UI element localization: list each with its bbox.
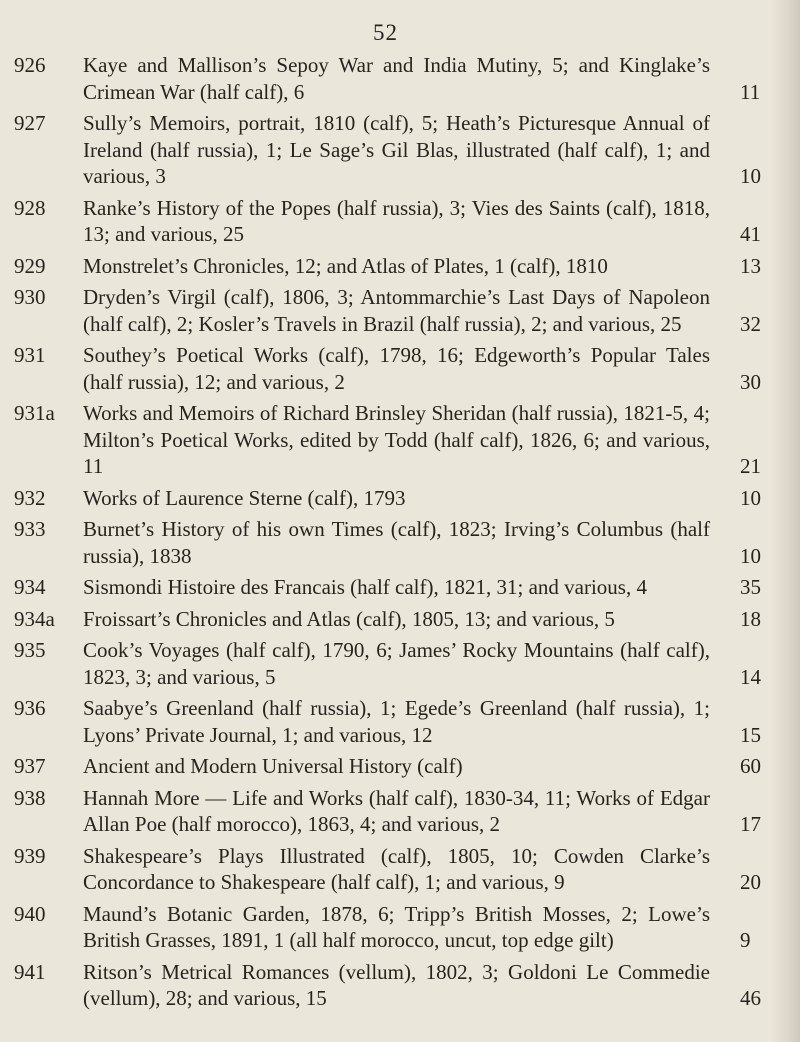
lot-price: 60 [740,754,761,778]
lot-number: 928 [14,195,46,220]
lot-number: 934 [14,575,46,599]
lot-description: Works and Memoirs of Richard Brinsley Sheridan (half russia), 1821-5, 4; Milton’s Poetical Works, edited by Todd (half calf), 1826, 6; and various, 11 [83,401,710,478]
lot-description: Kaye and Mallison’s Sepoy War and India Mutiny, 5; and Kinglake’s Crimean War (half calf), 6 [83,53,710,104]
lot-price: 46 [740,986,761,1010]
lot-price: 11 [740,79,761,104]
lot-description: Sully’s Memoirs, portrait, 1810 (calf), 5; Heath’s Picturesque Annual of Ireland (half russia), 1; Le Sage’s Gil Blas, illustrated (half calf), 1; and various, 3 [83,111,710,188]
lot-entry [0,574,800,601]
lot-price: 18 [740,606,761,631]
lot-description: Saabye’s Greenland (half russia), 1; Egede’s Greenland (half russia), 1; Lyons’ Private Journal, 1; and various, 12 [83,696,710,747]
lot-price: 15 [740,722,761,747]
auction-lot-list [0,52,800,1017]
lot-number: 929 [14,253,46,278]
lot-number: 938 [14,785,46,810]
lot-price: 32 [740,311,761,336]
lot-entry [0,516,800,569]
lot-description: Froissart’s Chronicles and Atlas (calf), 1805, 13; and various, 5 [83,606,615,631]
lot-price: 21 [740,454,761,478]
lot-number: 932 [14,485,46,510]
lot-entry [0,110,800,190]
lot-number: 931 [14,343,46,367]
lot-number: 939 [14,843,46,868]
lot-entry [0,606,800,633]
lot-entry [0,901,800,954]
lot-price: 9 [740,928,751,952]
lot-description: Hannah More — Life and Works (half calf), 1830-34, 11; Works of Edgar Allan Poe (half morocco), 1863, 4; and various, 2 [83,785,710,836]
lot-number: 930 [14,285,46,309]
lot-number: 941 [14,959,46,984]
lot-description: Shakespeare’s Plays Illustrated (calf), 1805, 10; Cowden Clarke’s Concordance to Shakespeare (half calf), 1; and various, 9 [83,843,710,894]
lot-number: 937 [14,754,46,778]
lot-entry [0,195,800,248]
lot-price: 10 [740,485,761,510]
lot-description: Ancient and Modern Universal History (calf) [83,754,463,778]
lot-entry [0,52,800,105]
lot-price: 14 [740,664,761,689]
lot-entry [0,284,800,337]
lot-description: Cook’s Voyages (half calf), 1790, 6; James’ Rocky Mountains (half calf), 1823, 3; and various, 5 [83,638,710,689]
lot-description: Ritson’s Metrical Romances (vellum), 1802, 3; Goldoni Le Commedie (vellum), 28; and various, 15 [83,959,710,1010]
lot-price: 41 [740,222,761,246]
lot-entry [0,342,800,395]
lot-number: 935 [14,638,46,662]
lot-number: 940 [14,901,46,926]
lot-entry [0,637,800,690]
lot-description: Burnet’s History of his own Times (calf), 1823; Irving’s Columbus (half russia), 1838 [83,517,710,568]
lot-description: Sismondi Histoire des Francais (half calf), 1821, 31; and various, 4 [83,575,647,599]
lot-description: Southey’s Poetical Works (calf), 1798, 16; Edgeworth’s Popular Tales (half russia), 12; and various, 2 [83,343,710,394]
lot-price: 35 [740,575,761,599]
lot-number: 927 [14,111,46,135]
lot-description: Works of Laurence Sterne (calf), 1793 [83,485,406,510]
lot-price: 10 [740,164,761,188]
lot-entry [0,253,800,280]
lot-description: Dryden’s Virgil (calf), 1806, 3; Antommarchie’s Last Days of Napoleon (half calf), 2; Kosler’s Travels in Brazil (half russia), 2; and various, 25 [83,285,710,336]
lot-description: Maund’s Botanic Garden, 1878, 6; Tripp’s British Mosses, 2; Lowe’s British Grasses, 1891, 1 (all half morocco, uncut, top edge gilt) [83,901,710,952]
lot-number: 926 [14,53,46,77]
lot-description: Ranke’s History of the Popes (half russia), 3; Vies des Saints (calf), 1818, 13; and various, 25 [83,195,710,246]
lot-description: Monstrelet’s Chronicles, 12; and Atlas of Plates, 1 (calf), 1810 [83,253,608,278]
page-number: 52 [373,20,398,45]
lot-number: 934a [14,606,55,631]
lot-price: 30 [740,369,761,394]
lot-number: 933 [14,517,46,541]
lot-entry [0,695,800,748]
lot-price: 10 [740,543,761,568]
lot-entry [0,400,800,480]
lot-price: 20 [740,870,761,894]
lot-entry [0,959,800,1012]
lot-price: 17 [740,812,761,836]
lot-number: 936 [14,696,46,720]
lot-price: 13 [740,253,761,278]
lot-entry [0,785,800,838]
lot-entry [0,753,800,780]
lot-number: 931a [14,401,55,425]
lot-entry [0,485,800,512]
lot-entry [0,843,800,896]
